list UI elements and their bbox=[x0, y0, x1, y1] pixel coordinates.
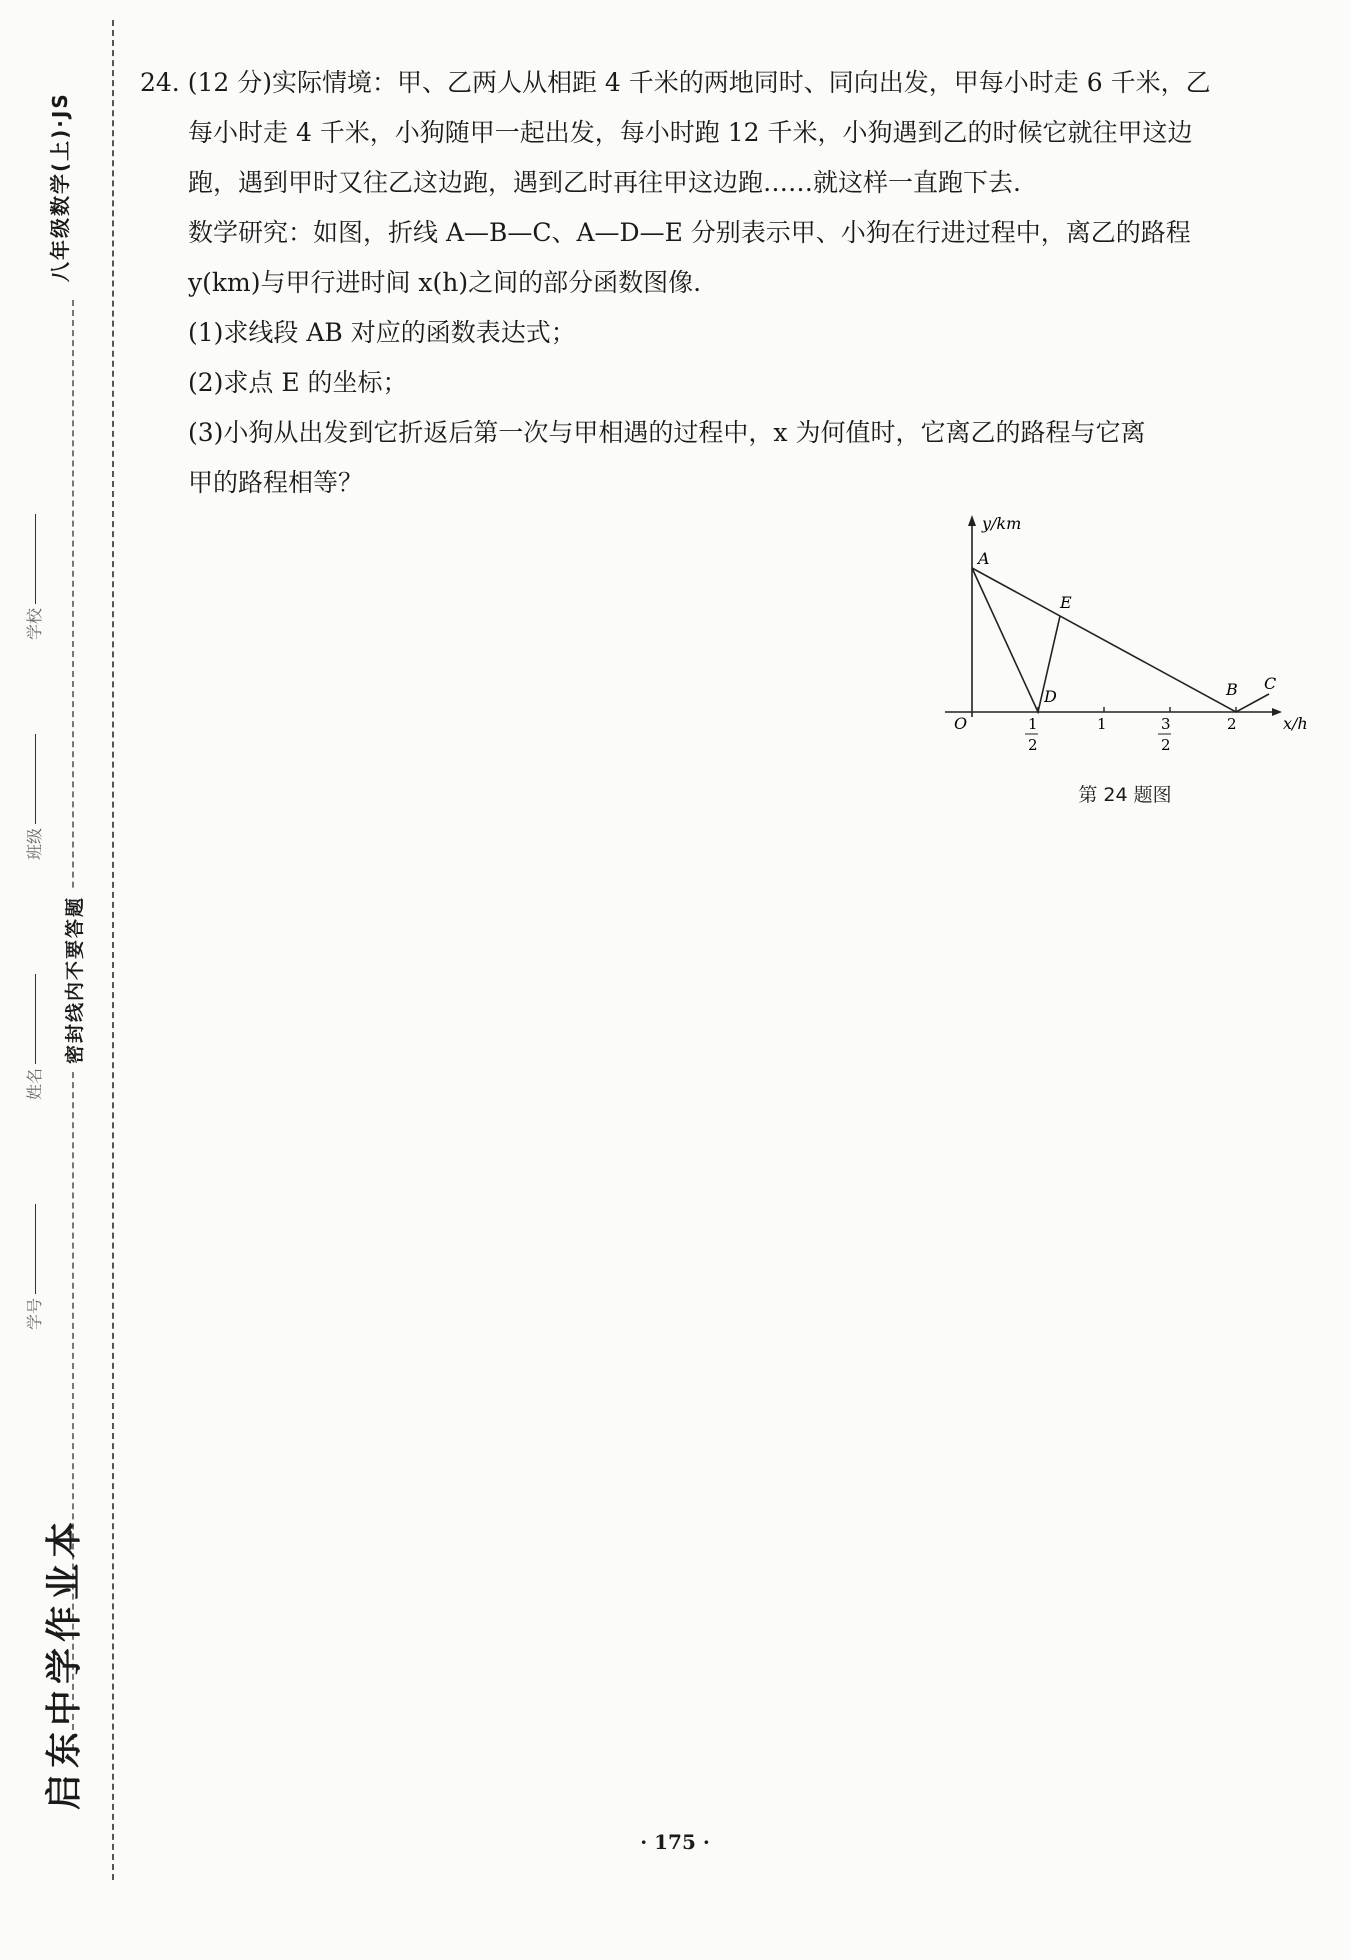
tick-three-half-den: 2 bbox=[1161, 736, 1171, 754]
point-label-c: C bbox=[1264, 674, 1277, 693]
book-tag: 八年级数学(上)·JS bbox=[48, 92, 72, 282]
y-axis-label: y/km bbox=[982, 514, 1022, 533]
binding-margin bbox=[0, 0, 120, 1960]
tick-two: 2 bbox=[1227, 715, 1237, 733]
field-name: 姓名 bbox=[22, 974, 45, 1100]
tick-half-num: 1 bbox=[1028, 715, 1038, 733]
tick-three-half-num: 3 bbox=[1161, 715, 1171, 733]
point-label-a: A bbox=[978, 549, 990, 568]
graph-figure bbox=[940, 505, 1320, 805]
tick-half-den: 2 bbox=[1028, 736, 1038, 754]
figure-caption: 第 24 题图 bbox=[1078, 784, 1172, 806]
tick-one: 1 bbox=[1097, 715, 1107, 733]
problem-line: 数学研究：如图，折线 A—B—C、A—D—E 分别表示甲、小狗在行进过程中，离乙的路程 bbox=[188, 218, 1191, 247]
problem-line: 跑，遇到甲时又往乙这边跑，遇到乙时再往甲这边跑……就这样一直跑下去. bbox=[188, 168, 1021, 197]
question-3-cont: 甲的路程相等？ bbox=[188, 468, 364, 497]
problem-line: 24. (12 分)实际情境：甲、乙两人从相距 4 千米的两地同时、同向出发，甲每小时走 6 千米，乙 bbox=[140, 68, 1211, 97]
y-axis-arrow bbox=[968, 515, 976, 526]
question-2: (2)求点 E 的坐标； bbox=[188, 368, 408, 397]
x-axis-label: x/h bbox=[1283, 714, 1308, 733]
school-title: 启东中学作业本 bbox=[44, 1515, 85, 1810]
question-1: (1)求线段 AB 对应的函数表达式； bbox=[188, 318, 576, 347]
seal-note: 密封线内不要答题 bbox=[60, 890, 87, 1070]
question-3: (3)小狗从出发到它折返后第一次与甲相遇的过程中，x 为何值时，它离乙的路程与它离 bbox=[188, 418, 1146, 447]
field-school: 学校 bbox=[22, 514, 45, 640]
point-label-b: B bbox=[1226, 680, 1238, 699]
seal-dashed-line bbox=[112, 20, 114, 1880]
field-class: 班级 bbox=[22, 734, 45, 860]
problem-line: y(km)与甲行进时间 x(h)之间的部分函数图像. bbox=[188, 268, 702, 297]
point-label-e: E bbox=[1060, 593, 1072, 612]
origin-label: O bbox=[954, 714, 968, 733]
graph-svg bbox=[940, 505, 1320, 785]
line-abc bbox=[972, 568, 1269, 712]
problem-24 bbox=[140, 58, 1315, 508]
field-number: 学号 bbox=[22, 1204, 45, 1330]
problem-line: 每小时走 4 千米，小狗随甲一起出发，每小时跑 12 千米，小狗遇到乙的时候它就往甲这边 bbox=[188, 118, 1193, 147]
point-label-d: D bbox=[1044, 687, 1057, 706]
x-axis-arrow bbox=[1272, 708, 1282, 716]
page-number: · 175 · bbox=[640, 1830, 710, 1854]
